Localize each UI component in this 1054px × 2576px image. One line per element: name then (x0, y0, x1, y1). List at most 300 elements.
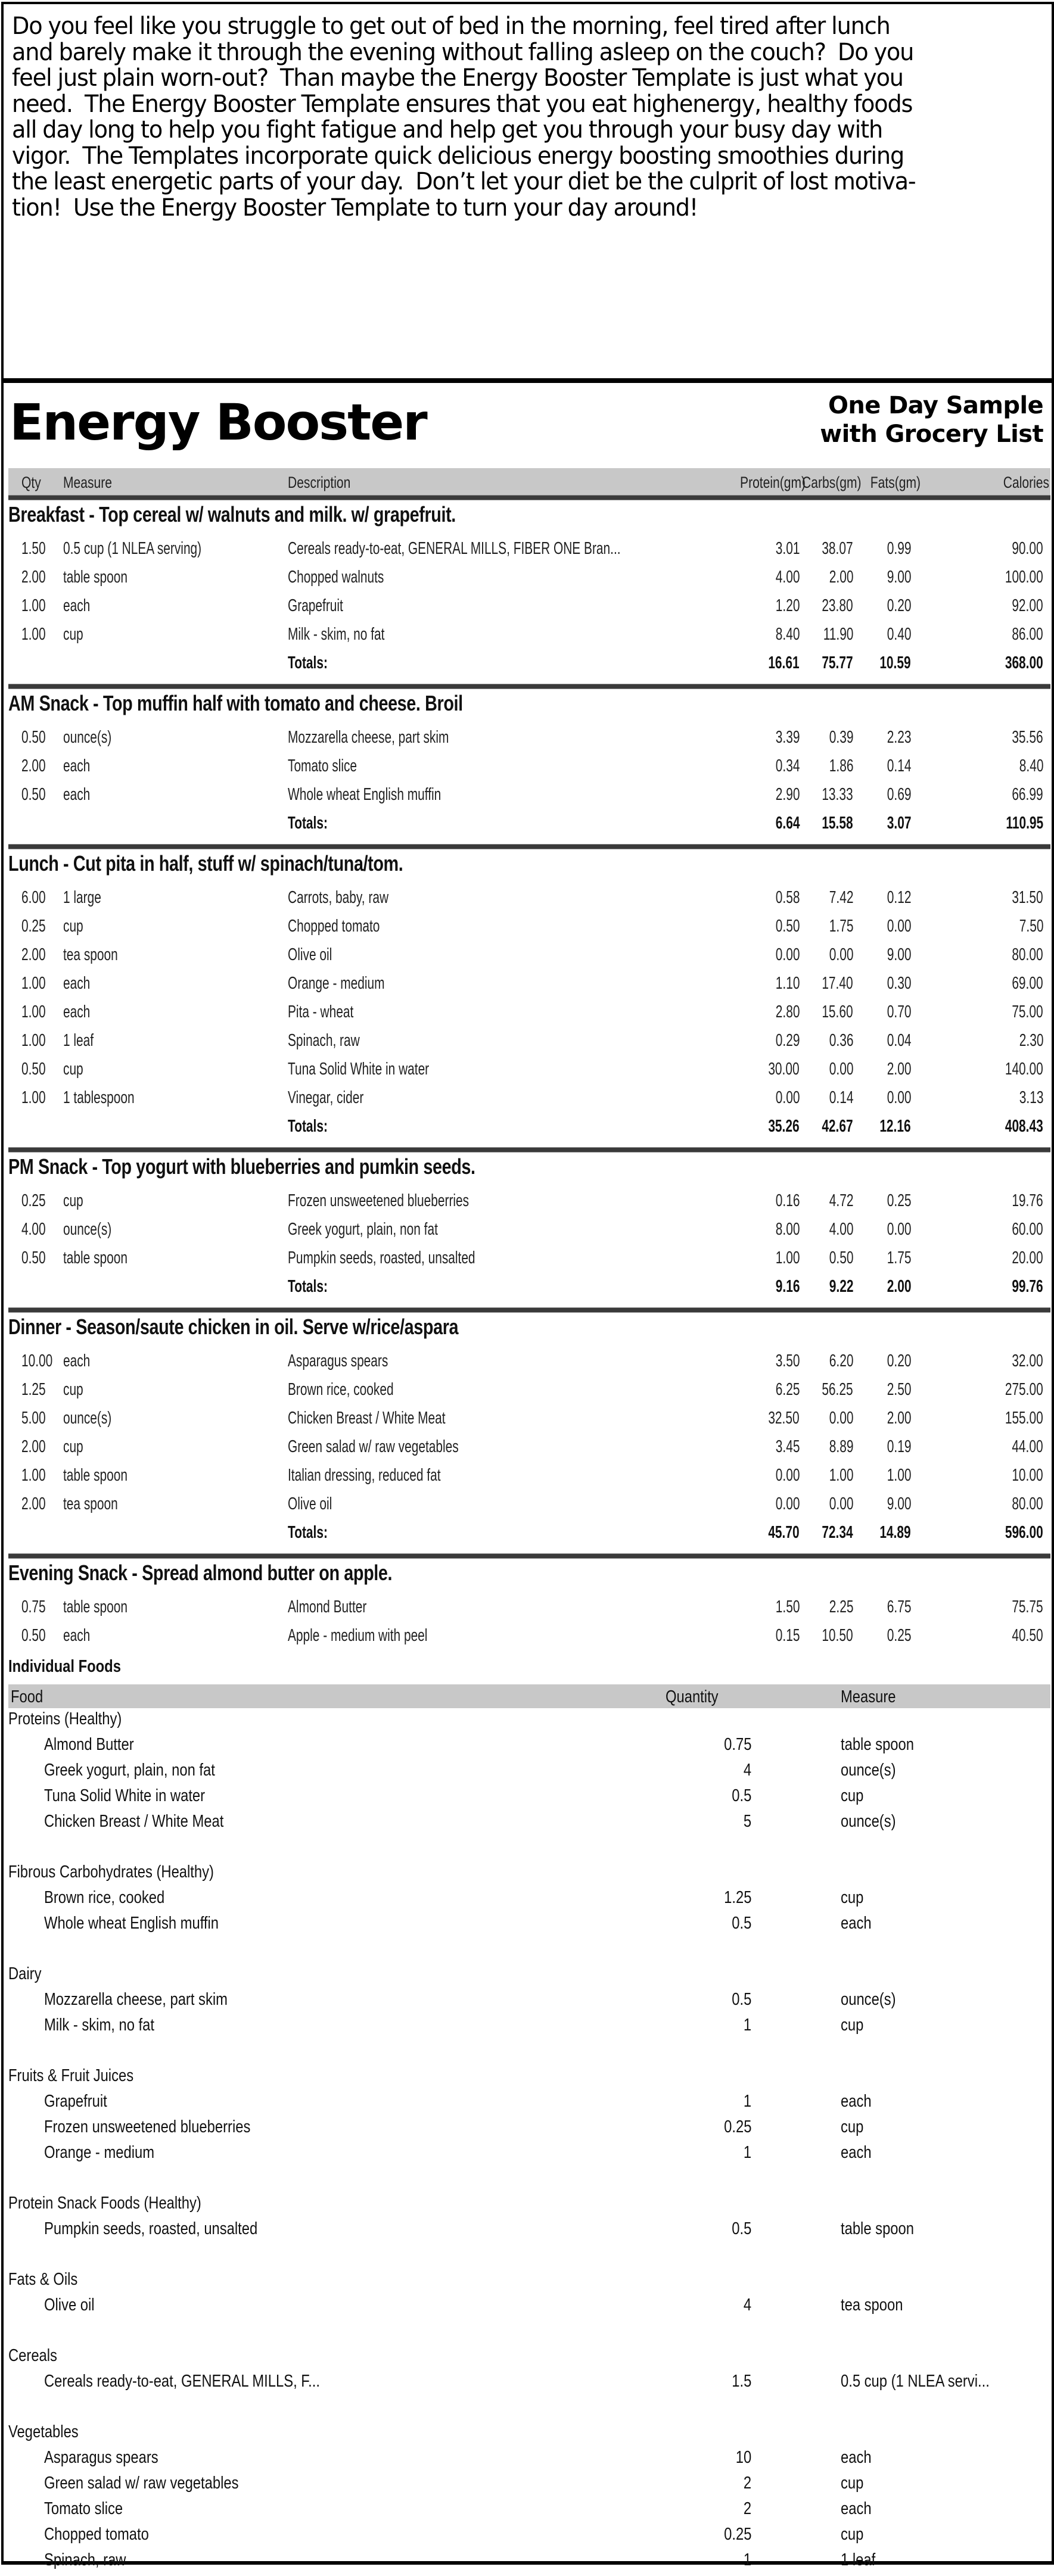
item-description: Italian dressing, reduced fat (288, 1466, 441, 1485)
item-description: Vinegar, cider (288, 1088, 364, 1107)
total-calories: 368.00 (1005, 653, 1043, 672)
grocery-item (4, 1990, 1052, 2016)
grocery-category: Fruits & Fruit Juices (8, 2066, 134, 2085)
item-qty: 2.00 (21, 756, 46, 775)
grocery-measure: cup (841, 1888, 864, 1907)
item-carbs: 1.75 (829, 917, 853, 936)
totals-label: Totals: (288, 814, 328, 833)
item-measure: 0.5 cup (1 NLEA serving) (63, 539, 202, 558)
meal-item-row (4, 1088, 1052, 1117)
meal-item-row (4, 1626, 1052, 1655)
item-measure: 1 tablespoon (63, 1088, 135, 1107)
meal-item-row (4, 888, 1052, 917)
grocery-measure: ounce(s) (841, 1812, 896, 1831)
meal-totals-row (4, 814, 1052, 842)
item-carbs: 7.42 (829, 888, 853, 907)
item-measure: each (63, 756, 91, 775)
item-measure: ounce(s) (63, 1409, 112, 1428)
item-qty: 1.00 (21, 1002, 46, 1021)
grocery-category: Proteins (Healthy) (8, 1709, 122, 1728)
item-fats: 2.00 (887, 1060, 911, 1079)
item-measure: each (63, 785, 91, 804)
item-qty: 0.50 (21, 728, 46, 747)
item-carbs: 0.50 (829, 1248, 853, 1267)
meal-item-row (4, 1409, 1052, 1437)
totals-label: Totals: (288, 1523, 328, 1542)
item-fats: 0.00 (887, 1088, 911, 1107)
grocery-item (4, 2550, 1052, 2576)
grocery-quantity: 1 (743, 2092, 751, 2111)
page-subtitle (820, 391, 1043, 448)
item-protein: 3.50 (775, 1351, 800, 1370)
item-protein: 8.00 (775, 1220, 800, 1239)
item-measure: cup (63, 1060, 83, 1079)
item-calories: 8.40 (1019, 756, 1043, 775)
item-description: Chicken Breast / White Meat (288, 1409, 446, 1428)
item-measure: tea spoon (63, 1494, 118, 1513)
meal-title: Dinner - Season/saute chicken in oil. Serve w/rice/aspara (8, 1315, 459, 1339)
grocery-food: Almond Butter (44, 1735, 134, 1754)
grocery-item (4, 1786, 1052, 1812)
grocery-measure: each (841, 1914, 872, 1933)
item-carbs: 0.39 (829, 728, 853, 747)
item-measure: each (63, 596, 91, 615)
grocery-measure: cup (841, 2117, 864, 2136)
item-qty: 1.25 (21, 1380, 46, 1399)
meal-separator (8, 1553, 1050, 1559)
item-protein: 0.00 (775, 945, 800, 964)
item-fats: 0.25 (887, 1191, 911, 1210)
total-carbs: 9.22 (829, 1277, 853, 1296)
meal-title: Lunch - Cut pita in half, stuff w/ spinach/tuna/tom. (8, 851, 403, 876)
item-calories: 92.00 (1012, 596, 1043, 615)
grocery-food: Spinach, raw (44, 2550, 126, 2569)
item-carbs: 56.25 (822, 1380, 853, 1399)
grocery-item (4, 1888, 1052, 1914)
item-calories: 20.00 (1012, 1248, 1043, 1267)
item-measure: cup (63, 1380, 83, 1399)
item-description: Brown rice, cooked (288, 1380, 394, 1399)
item-calories: 40.50 (1012, 1626, 1043, 1645)
grocery-measure: each (841, 2499, 872, 2518)
item-carbs: 4.72 (829, 1191, 853, 1210)
item-calories: 44.00 (1012, 1437, 1043, 1456)
item-measure: table spoon (63, 1466, 128, 1485)
grocery-quantity: 0.75 (723, 1735, 751, 1754)
item-calories: 31.50 (1012, 888, 1043, 907)
total-protein: 9.16 (775, 1277, 800, 1296)
grocery-table-header (8, 1684, 1050, 1708)
item-protein: 1.50 (775, 1597, 800, 1616)
item-qty: 1.00 (21, 1466, 46, 1485)
grocery-item (4, 2016, 1052, 2041)
item-description: Greek yogurt, plain, non fat (288, 1220, 438, 1239)
total-carbs: 42.67 (822, 1117, 853, 1136)
item-qty: 0.25 (21, 917, 46, 936)
grocery-measure: each (841, 2448, 872, 2467)
item-fats: 9.00 (887, 568, 911, 587)
item-carbs: 0.00 (829, 1409, 853, 1428)
item-description: Olive oil (288, 1494, 332, 1513)
meal-totals-row (4, 1277, 1052, 1306)
meal-item-row (4, 1466, 1052, 1494)
item-measure: each (63, 974, 91, 993)
item-description: Chopped walnuts (288, 568, 384, 587)
total-fats: 14.89 (879, 1523, 911, 1542)
total-carbs: 75.77 (822, 653, 853, 672)
item-calories: 69.00 (1012, 974, 1043, 993)
intro-box (1, 2, 1054, 381)
item-measure: cup (63, 1437, 83, 1456)
item-calories: 86.00 (1012, 625, 1043, 644)
item-carbs: 23.80 (822, 596, 853, 615)
grocery-quantity: 0.25 (723, 2117, 751, 2136)
item-measure: 1 leaf (63, 1031, 94, 1050)
item-protein: 1.20 (775, 596, 800, 615)
item-measure: table spoon (63, 568, 128, 587)
grocery-quantity: 1.25 (723, 1888, 751, 1907)
total-calories: 99.76 (1012, 1277, 1043, 1296)
subtitle-line-2: with Grocery List (820, 420, 1043, 448)
item-qty: 4.00 (21, 1220, 46, 1239)
item-carbs: 0.36 (829, 1031, 853, 1050)
col-grocery-measure: Measure (841, 1687, 896, 1706)
item-measure: ounce(s) (63, 728, 112, 747)
grocery-food: Asparagus spears (44, 2448, 158, 2467)
meal-item-row (4, 1351, 1052, 1380)
item-calories: 80.00 (1012, 1494, 1043, 1513)
item-calories: 7.50 (1019, 917, 1043, 936)
item-description: Olive oil (288, 945, 332, 964)
item-qty: 2.00 (21, 1437, 46, 1456)
meal-item-row (4, 1437, 1052, 1466)
item-description: Apple - medium with peel (288, 1626, 428, 1645)
item-qty: 0.50 (21, 1248, 46, 1267)
grocery-measure: each (841, 2143, 872, 2162)
item-calories: 155.00 (1005, 1409, 1043, 1428)
total-fats: 3.07 (887, 814, 911, 833)
item-fats: 0.99 (887, 539, 911, 558)
item-qty: 0.50 (21, 785, 46, 804)
item-description: Frozen unsweetened blueberries (288, 1191, 470, 1210)
totals-label: Totals: (288, 1117, 328, 1136)
item-calories: 75.75 (1012, 1597, 1043, 1616)
item-measure: each (63, 1626, 91, 1645)
item-calories: 90.00 (1012, 539, 1043, 558)
grocery-quantity: 5 (743, 1812, 751, 1831)
meal-title: AM Snack - Top muffin half with tomato and cheese. Broil (8, 691, 463, 715)
grocery-item (4, 2219, 1052, 2245)
item-fats: 0.25 (887, 1626, 911, 1645)
grocery-quantity: 2 (743, 2499, 751, 2518)
item-calories: 10.00 (1012, 1466, 1043, 1485)
grocery-food: Cereals ready-to-eat, GENERAL MILLS, F... (44, 2372, 321, 2391)
item-protein: 2.90 (775, 785, 800, 804)
item-carbs: 0.00 (829, 945, 853, 964)
grocery-item (4, 2295, 1052, 2321)
meal-item-row (4, 756, 1052, 785)
item-carbs: 0.14 (829, 1088, 853, 1107)
item-protein: 3.45 (775, 1437, 800, 1456)
item-calories: 2.30 (1019, 1031, 1043, 1050)
item-carbs: 38.07 (822, 539, 853, 558)
meal-item-row (4, 1248, 1052, 1277)
item-carbs: 2.25 (829, 1597, 853, 1616)
intro-paragraph: Do you feel like you struggle to get out of bed in the morning, feel tired after lunch and barely make it through the evening without falling asleep on the couch? Do you feel just plain worn-out? Than maybe the Energy Booster Template is just what you need. The Energy Booster Template ensures that you eat highenergy, healthy foods all day long to help you fight fatigue and help get you through your busy day with vigor. The Templates incorporate quick delicious energy boosting smoothies during the least energetic parts of your day. Don’t let your diet be the culprit of lost motiva- tion! Use the Energy Booster Template to turn your day around! (12, 13, 916, 222)
grocery-food: Mozzarella cheese, part skim (44, 1990, 228, 2009)
meal-item-row (4, 1597, 1052, 1626)
item-protein: 0.29 (775, 1031, 800, 1050)
meal-item-row (4, 728, 1052, 756)
item-protein: 0.00 (775, 1494, 800, 1513)
total-fats: 10.59 (879, 653, 911, 672)
meal-title: Breakfast - Top cereal w/ walnuts and milk. w/ grapefruit. (8, 502, 456, 527)
item-measure: table spoon (63, 1597, 128, 1616)
item-measure: 1 large (63, 888, 101, 907)
grocery-measure: ounce(s) (841, 1761, 896, 1780)
item-measure: tea spoon (63, 945, 118, 964)
meal-item-row (4, 1494, 1052, 1523)
grocery-food: Milk - skim, no fat (44, 2016, 154, 2035)
totals-label: Totals: (288, 653, 328, 672)
meal-item-row (4, 1220, 1052, 1248)
meal-item-row (4, 1002, 1052, 1031)
item-description: Almond Butter (288, 1597, 367, 1616)
grocery-food: Tomato slice (44, 2499, 123, 2518)
item-protein: 3.01 (775, 539, 800, 558)
item-fats: 0.30 (887, 974, 911, 993)
meal-totals-row (4, 1117, 1052, 1145)
item-qty: 0.50 (21, 1626, 46, 1645)
item-carbs: 6.20 (829, 1351, 853, 1370)
col-qty: Qty (21, 474, 41, 491)
item-description: Tuna Solid White in water (288, 1060, 430, 1079)
grocery-item (4, 2474, 1052, 2499)
meal-totals-row (4, 1523, 1052, 1552)
meal-table-header (8, 468, 1050, 495)
grocery-item (4, 1914, 1052, 1939)
total-protein: 6.64 (775, 814, 800, 833)
meal-item-row (4, 568, 1052, 596)
meal-separator (8, 684, 1050, 689)
meal-item-row (4, 1031, 1052, 1060)
grocery-measure: table spoon (841, 1735, 914, 1754)
item-fats: 0.14 (887, 756, 911, 775)
item-measure: cup (63, 917, 83, 936)
item-measure: each (63, 1002, 91, 1021)
item-carbs: 15.60 (822, 1002, 853, 1021)
item-protein: 0.58 (775, 888, 800, 907)
subtitle-line-1: One Day Sample (828, 392, 1043, 419)
grocery-measure: cup (841, 2016, 864, 2035)
item-carbs: 4.00 (829, 1220, 853, 1239)
item-qty: 10.00 (21, 1351, 53, 1370)
grocery-item (4, 2092, 1052, 2117)
grocery-quantity: 0.5 (731, 1786, 751, 1805)
item-protein: 0.00 (775, 1088, 800, 1107)
item-protein: 0.16 (775, 1191, 800, 1210)
meal-item-row (4, 917, 1052, 945)
col-calories: Calories (1003, 474, 1049, 491)
item-calories: 60.00 (1012, 1220, 1043, 1239)
item-fats: 0.20 (887, 1351, 911, 1370)
item-fats: 0.04 (887, 1031, 911, 1050)
meal-item-row (4, 1380, 1052, 1409)
item-protein: 0.00 (775, 1466, 800, 1485)
total-protein: 45.70 (768, 1523, 800, 1542)
grocery-category: Vegetables (8, 2422, 79, 2441)
item-calories: 35.56 (1012, 728, 1043, 747)
grocery-quantity: 1 (743, 2016, 751, 2035)
item-description: Chopped tomato (288, 917, 380, 936)
item-description: Cereals ready-to-eat, GENERAL MILLS, FIBER ONE Bran... (288, 539, 621, 558)
item-qty: 6.00 (21, 888, 46, 907)
meal-separator (8, 495, 1050, 500)
item-protein: 1.10 (775, 974, 800, 993)
meal-item-row (4, 945, 1052, 974)
grocery-food: Grapefruit (44, 2092, 107, 2111)
grocery-food: Frozen unsweetened blueberries (44, 2117, 251, 2136)
total-carbs: 15.58 (822, 814, 853, 833)
grocery-quantity: 4 (743, 2295, 751, 2315)
item-protein: 0.50 (775, 917, 800, 936)
item-description: Tomato slice (288, 756, 357, 775)
item-description: Mozzarella cheese, part skim (288, 728, 449, 747)
meal-item-row (4, 1191, 1052, 1220)
total-calories: 596.00 (1005, 1523, 1043, 1542)
item-fats: 0.12 (887, 888, 911, 907)
meal-item-row (4, 625, 1052, 653)
item-description: Pita - wheat (288, 1002, 354, 1021)
item-carbs: 11.90 (823, 625, 853, 644)
item-qty: 1.00 (21, 1088, 46, 1107)
grocery-food: Whole wheat English muffin (44, 1914, 219, 1933)
total-calories: 110.95 (1006, 814, 1043, 833)
item-fats: 9.00 (887, 1494, 911, 1513)
item-fats: 2.00 (887, 1409, 911, 1428)
total-fats: 2.00 (887, 1277, 911, 1296)
item-fats: 9.00 (887, 945, 911, 964)
grocery-item (4, 2117, 1052, 2143)
item-carbs: 8.89 (829, 1437, 853, 1456)
item-qty: 0.25 (21, 1191, 46, 1210)
grocery-measure: each (841, 2092, 872, 2111)
grocery-measure: cup (841, 2525, 864, 2544)
page-title: Energy Booster (10, 393, 427, 451)
grocery-category: Protein Snack Foods (Healthy) (8, 2194, 201, 2213)
item-qty: 1.00 (21, 974, 46, 993)
grocery-quantity: 1 (743, 2550, 751, 2569)
grocery-item (4, 1735, 1052, 1761)
grocery-measure: cup (841, 2474, 864, 2493)
item-fats: 0.70 (887, 1002, 911, 1021)
item-description: Spinach, raw (288, 1031, 360, 1050)
grocery-item (4, 2143, 1052, 2169)
meal-item-row (4, 596, 1052, 625)
col-carbs: Carbs(gm) (802, 474, 862, 491)
grocery-measure: tea spoon (841, 2295, 903, 2315)
meal-separator (8, 1147, 1050, 1152)
item-measure: ounce(s) (63, 1220, 112, 1239)
item-qty: 1.00 (21, 596, 46, 615)
item-qty: 2.00 (21, 1494, 46, 1513)
item-protein: 4.00 (775, 568, 800, 587)
item-calories: 3.13 (1019, 1088, 1043, 1107)
grocery-quantity: 4 (743, 1761, 751, 1780)
item-description: Pumpkin seeds, roasted, unsalted (288, 1248, 475, 1267)
item-carbs: 13.33 (822, 785, 853, 804)
meal-item-row (4, 785, 1052, 814)
item-calories: 75.00 (1012, 1002, 1043, 1021)
item-protein: 3.39 (775, 728, 800, 747)
item-qty: 0.75 (21, 1597, 46, 1616)
grocery-quantity: 0.5 (731, 1990, 751, 2009)
item-protein: 8.40 (775, 625, 800, 644)
item-carbs: 0.00 (829, 1060, 853, 1079)
grocery-item (4, 2525, 1052, 2550)
item-qty: 1.00 (21, 625, 46, 644)
item-description: Orange - medium (288, 974, 385, 993)
grocery-category: Cereals (8, 2346, 57, 2365)
item-carbs: 17.40 (822, 974, 853, 993)
total-calories: 408.43 (1005, 1117, 1043, 1136)
item-calories: 66.99 (1012, 785, 1043, 804)
item-qty: 0.50 (21, 1060, 46, 1079)
item-description: Asparagus spears (288, 1351, 388, 1370)
grocery-quantity: 0.5 (731, 2219, 751, 2238)
item-calories: 80.00 (1012, 945, 1043, 964)
item-protein: 1.00 (775, 1248, 800, 1267)
grocery-item (4, 1812, 1052, 1837)
item-fats: 0.19 (887, 1437, 911, 1456)
meal-separator (8, 844, 1050, 849)
meal-item-row (4, 539, 1052, 568)
grocery-item (4, 2448, 1052, 2474)
item-protein: 0.34 (775, 756, 800, 775)
grocery-food: Orange - medium (44, 2143, 155, 2162)
item-fats: 0.00 (887, 1220, 911, 1239)
col-measure: Measure (63, 474, 112, 491)
item-qty: 2.00 (21, 945, 46, 964)
item-description: Green salad w/ raw vegetables (288, 1437, 459, 1456)
item-measure: table spoon (63, 1248, 128, 1267)
item-carbs: 0.00 (829, 1494, 853, 1513)
item-measure: cup (63, 625, 83, 644)
grocery-category: Fibrous Carbohydrates (Healthy) (8, 1862, 214, 1882)
grocery-quantity: 0.5 (731, 1914, 751, 1933)
item-description: Carrots, baby, raw (288, 888, 389, 907)
grocery-food: Olive oil (44, 2295, 95, 2315)
item-fats: 6.75 (887, 1597, 911, 1616)
grocery-category: Dairy (8, 1964, 42, 1983)
item-qty: 2.00 (21, 568, 46, 587)
grocery-quantity: 10 (735, 2448, 751, 2467)
grocery-food: Pumpkin seeds, roasted, unsalted (44, 2219, 258, 2238)
item-calories: 275.00 (1005, 1380, 1043, 1399)
col-description: Description (288, 474, 351, 491)
item-protein: 2.80 (775, 1002, 800, 1021)
item-fats: 0.20 (887, 596, 911, 615)
grocery-measure: ounce(s) (841, 1990, 896, 2009)
total-protein: 35.26 (768, 1117, 800, 1136)
item-qty: 1.00 (21, 1031, 46, 1050)
col-fats: Fats(gm) (870, 474, 921, 491)
item-calories: 140.00 (1005, 1060, 1043, 1079)
item-description: Grapefruit (288, 596, 343, 615)
totals-label: Totals: (288, 1277, 328, 1296)
item-fats: 2.23 (887, 728, 911, 747)
total-fats: 12.16 (879, 1117, 911, 1136)
